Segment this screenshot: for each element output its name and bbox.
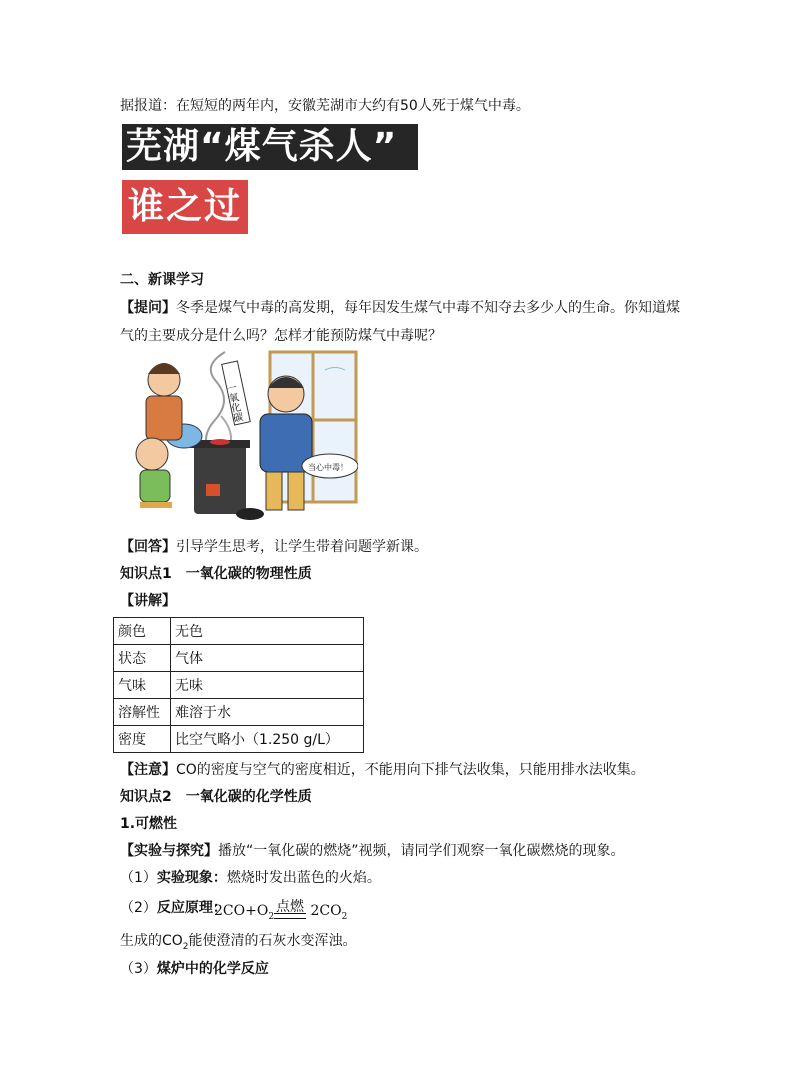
property-name: 密度	[114, 726, 171, 753]
co2-line-subscript: 2	[182, 941, 189, 952]
answer-line	[120, 537, 428, 557]
phenomenon-num: （1）	[120, 870, 157, 886]
phenomenon-text: 燃烧时发出蓝色的火焰。	[226, 870, 381, 886]
illustration-co-poisoning	[120, 350, 358, 522]
note-line	[120, 760, 645, 780]
equation-condition: 点燃	[274, 896, 306, 916]
headline-image-1: 芜湖“煤气杀人”	[122, 124, 418, 170]
phenomenon-label: 实验现象：	[156, 870, 227, 886]
speech-bubble-text: 当心中毒！	[308, 463, 348, 472]
co-physical-properties-table	[113, 617, 364, 753]
equation-co2-subscript: 2	[341, 911, 348, 922]
stove	[194, 444, 246, 514]
property-value: 无色	[171, 618, 364, 645]
table-row	[114, 618, 364, 645]
question-line-2: 气的主要成分是什么吗？怎样才能预防煤气中毒呢？	[120, 328, 442, 344]
subheading-flammability: 1.可燃性	[120, 816, 178, 832]
intro-text: 据报道：在短短的两年内，安徽芜湖市大约有50人死于煤气中毒。	[120, 98, 530, 114]
stove-reaction-line	[120, 959, 269, 979]
stove-num: （3）	[120, 961, 157, 977]
principle-line	[120, 898, 227, 918]
experiment-text: 播放“一氧化碳的燃烧”视频，请同学们观察一氧化碳燃烧的现象。	[218, 843, 625, 859]
principle-num: （2）	[120, 900, 157, 916]
equation-o2-subscript: 2	[268, 911, 275, 922]
equation-reactants: 2CO+O	[214, 903, 269, 919]
smoke-label: 一氧化碳	[223, 382, 243, 424]
headline-image-2: 谁之过	[122, 180, 248, 234]
property-name: 溶解性	[114, 699, 171, 726]
table-row	[114, 645, 364, 672]
experiment-tag: 【实验与探究】	[120, 843, 218, 859]
property-value: 无味	[171, 672, 364, 699]
table-row	[114, 699, 364, 726]
property-value: 难溶于水	[171, 699, 364, 726]
note-tag: 【注意】	[120, 762, 176, 778]
co2-limewater-line	[120, 931, 357, 957]
explain-tag: 【讲解】	[120, 593, 176, 609]
property-name: 颜色	[114, 618, 171, 645]
note-text: CO的密度与空气的密度相近，不能用向下排气法收集，只能用排水法收集。	[176, 762, 645, 778]
stove-label: 煤炉中的化学反应	[156, 961, 269, 977]
co2-line-a: 生成的CO	[120, 933, 183, 949]
question-tag: 【提问】	[120, 300, 176, 316]
table-row	[114, 672, 364, 699]
property-value: 气体	[171, 645, 364, 672]
combustion-equation	[214, 896, 347, 922]
answer-text: 引导学生思考，让学生带着问题学新课。	[176, 539, 428, 555]
property-name: 气味	[114, 672, 171, 699]
question-text-1: 冬季是煤气中毒的高发期，每年因发生煤气中毒不知夺去多少人的生命。你知道煤	[176, 300, 680, 316]
table-row	[114, 726, 364, 753]
phenomenon-line	[120, 868, 381, 888]
question-line-1	[120, 298, 680, 318]
property-value: 比空气略小（1.250 g/L）	[171, 726, 364, 753]
knowledge-point-1: 知识点1 一氧化碳的物理性质	[120, 566, 312, 582]
property-name: 状态	[114, 645, 171, 672]
experiment-line	[120, 841, 625, 861]
principle-label: 反应原理：	[156, 900, 227, 916]
section-title: 二、新课学习	[120, 272, 204, 288]
answer-tag: 【回答】	[120, 539, 176, 555]
knowledge-point-2: 知识点2 一氧化碳的化学性质	[120, 789, 312, 805]
equation-product: 2CO	[310, 903, 342, 919]
co2-line-b: 能使澄清的石灰水变浑浊。	[188, 933, 357, 949]
